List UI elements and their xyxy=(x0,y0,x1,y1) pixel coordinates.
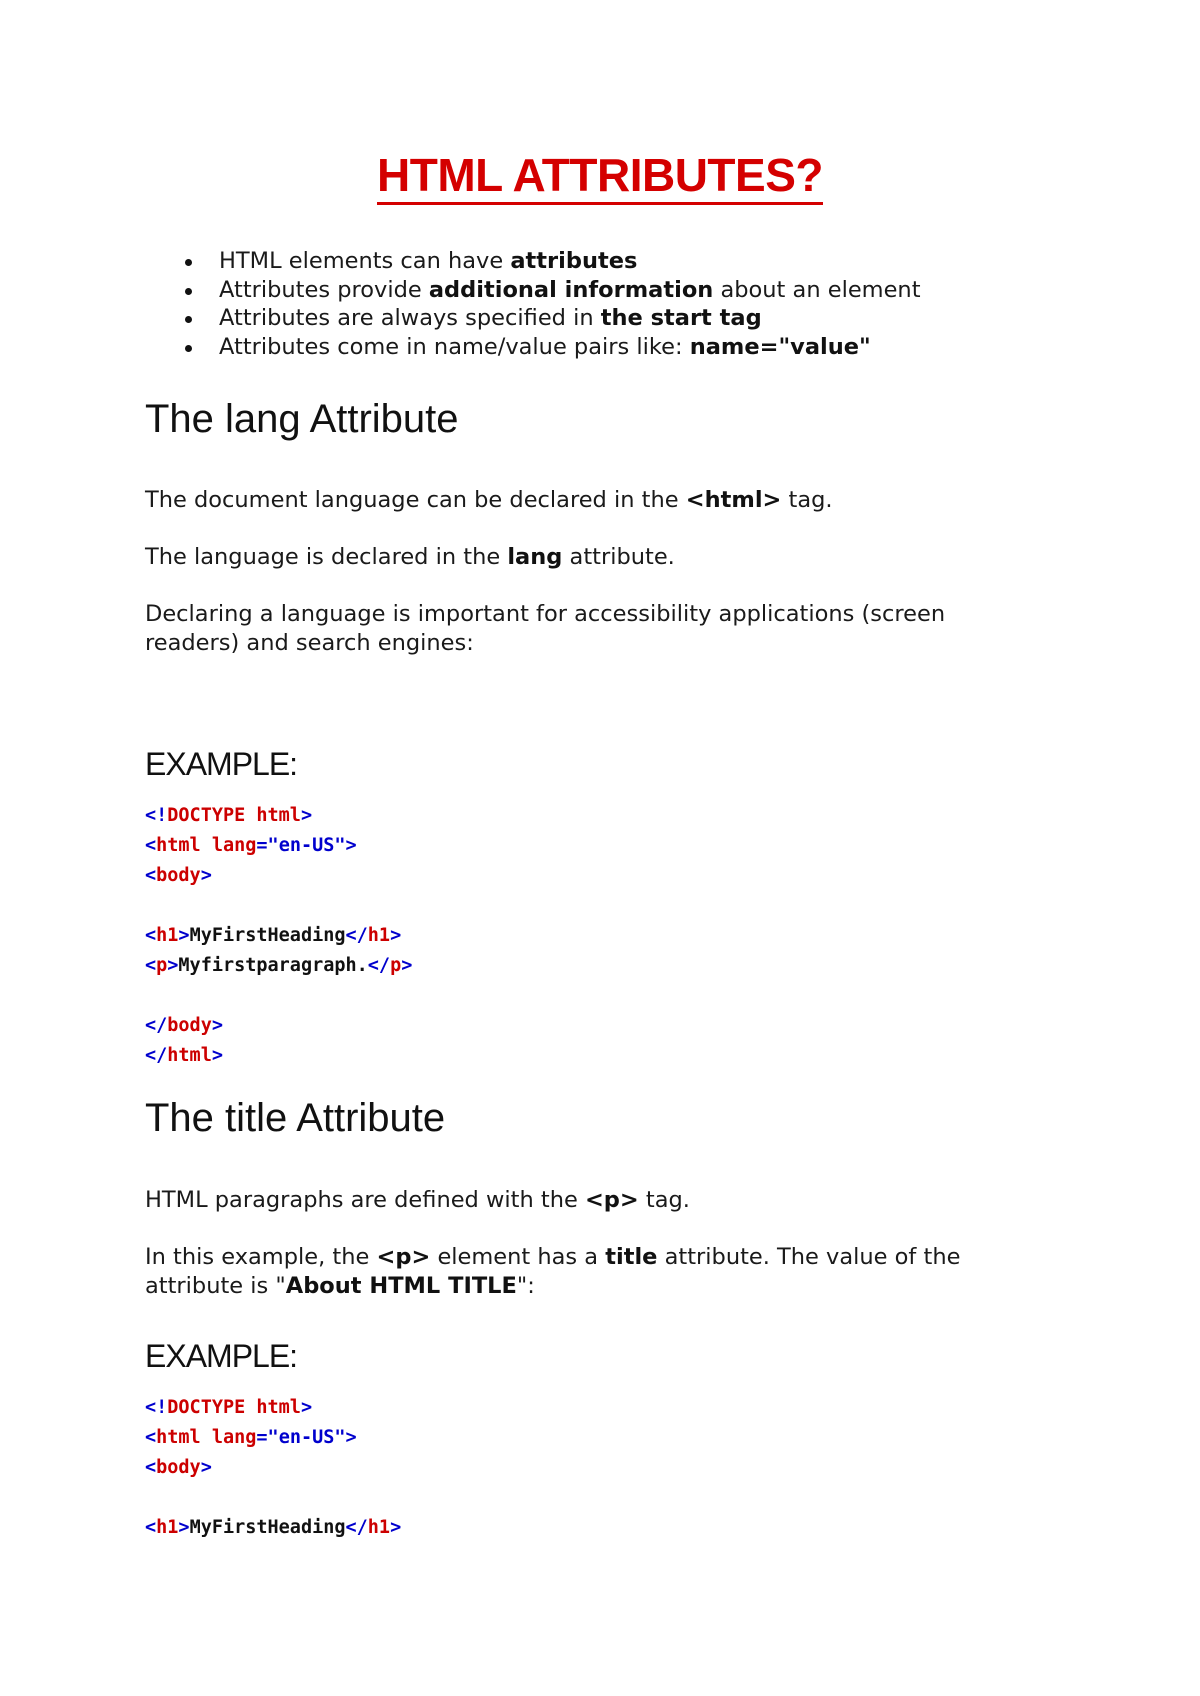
code-line: <!DOCTYPE html> xyxy=(145,1397,313,1418)
list-item: Attributes are always specified in the start tag xyxy=(185,304,921,333)
code-line: <body> xyxy=(145,865,212,886)
code-line: <html lang="en-US"> xyxy=(145,1427,357,1448)
list-item: HTML elements can have attributes xyxy=(185,247,921,276)
section-heading-title: The title Attribute xyxy=(145,1096,446,1140)
paragraph: Declaring a language is important for accessibility applications (screen readers) and search engines: xyxy=(145,601,946,656)
example-label: EXAMPLE: xyxy=(145,746,298,782)
paragraph: The document language can be declared in the <html> tag. xyxy=(145,487,833,513)
code-line: <h1>MyFirstHeading</h1> xyxy=(145,1517,402,1538)
paragraph: In this example, the <p> element has a title attribute. The value of the attribute is "About HTML TITLE": xyxy=(145,1244,961,1299)
list-item: Attributes come in name/value pairs like: name="value" xyxy=(185,333,921,362)
code-line: <h1>MyFirstHeading</h1> xyxy=(145,925,402,946)
code-line: </body> xyxy=(145,1015,223,1036)
paragraph: The language is declared in the lang attribute. xyxy=(145,544,675,570)
code-line: <body> xyxy=(145,1457,212,1478)
list-item: Attributes provide additional information about an element xyxy=(185,276,921,305)
code-line: <!DOCTYPE html> xyxy=(145,805,313,826)
code-line: <p>Myfirstparagraph.</p> xyxy=(145,955,413,976)
attribute-facts-list xyxy=(185,247,921,362)
page-title: HTML ATTRIBUTES? xyxy=(0,148,1200,202)
example-label: EXAMPLE: xyxy=(145,1338,298,1374)
code-line: </html> xyxy=(145,1045,223,1066)
code-line: <html lang="en-US"> xyxy=(145,835,357,856)
paragraph: HTML paragraphs are defined with the <p> tag. xyxy=(145,1187,690,1213)
section-heading-lang: The lang Attribute xyxy=(145,397,459,441)
